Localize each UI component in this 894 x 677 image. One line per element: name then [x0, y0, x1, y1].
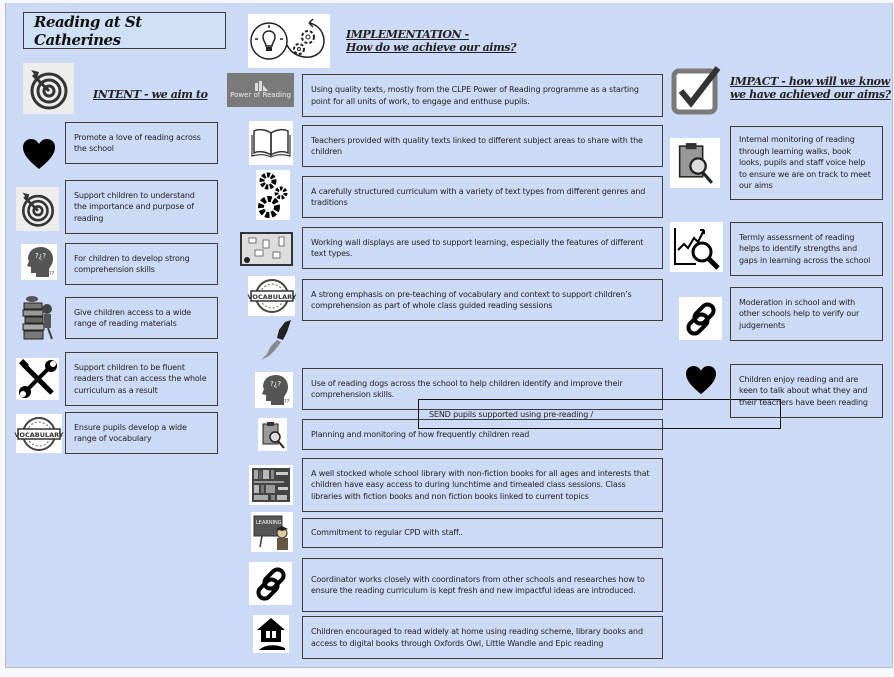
implementation-item: A well stocked whole school library with non-fiction books for all ages and interests that children have easy access to during lunchtime and timealed class sessions. Class libraries with fiction books and non fiction books linked to current topics	[302, 458, 663, 512]
impact-heading-line2: we have achieved our aims?	[730, 88, 891, 101]
power-of-reading-logo-text: Power of Reading	[230, 90, 291, 99]
link-icon	[249, 562, 292, 605]
implementation-heading	[346, 28, 516, 54]
svg-text:?¿?: ?¿?	[35, 252, 47, 260]
intent-item: Support children to be fluent readers that can access the whole curriculum as a result	[65, 352, 218, 406]
impact-item: Internal monitoring of reading through learning walks, book looks, pupils and staff voice help to ensure we are on track to meet our aims	[730, 126, 883, 200]
intent-item: Ensure pupils develop a wide range of vocabulary	[65, 412, 218, 454]
implementation-item: Use of reading dogs across the school to help children identify and improve their comprehension skills.	[302, 368, 663, 410]
implementation-item: Children encouraged to read widely at home using reading scheme, library books and access to digital books through Oxfords Owl, Little Wandle and Epic reading	[302, 616, 663, 659]
home-icon	[253, 615, 289, 653]
intent-item: Support children to understand the importance and purpose of reading	[65, 180, 218, 234]
impact-item: Termly assessment of reading helps to identify strengths and gaps in learning across the school	[730, 222, 883, 276]
books-stack-icon	[19, 293, 59, 343]
impact-item: Children enjoy reading and are keen to talk about what they and their teachers have been reading	[730, 364, 883, 418]
implementation-item: Commitment to regular CPD with staff..	[302, 518, 663, 548]
send-note-text: SEND pupils supported using pre-reading /	[429, 410, 594, 419]
svg-text:VOCABULARY: VOCABULARY	[14, 430, 64, 439]
send-note-box	[418, 399, 781, 429]
thinking-head-icon	[255, 372, 293, 408]
svg-text:?¿?: ?¿?	[270, 380, 282, 388]
implementation-item: Planning and monitoring of how frequently children read	[302, 419, 663, 450]
link-icon	[679, 297, 722, 340]
noticeboard-icon	[240, 232, 293, 266]
handshake-icon	[256, 318, 294, 362]
thinking-head-icon	[21, 244, 57, 280]
implementation-item: A strong emphasis on pre-teaching of vocabulary and context to support children’s comprehension as part of whole class guided reading sessions	[302, 279, 663, 321]
intent-item: Promote a love of reading across the school	[65, 122, 218, 164]
impact-item: Moderation in school and with other schools help to verify our judgements	[730, 287, 883, 341]
heart-icon	[20, 135, 58, 173]
idea-gears-icon	[248, 14, 330, 68]
implementation-item: A carefully structured curriculum with a variety of text types from different genres and traditions	[302, 176, 663, 218]
clipboard-magnifier-icon	[670, 138, 720, 188]
vocabulary-stamp-icon	[16, 414, 62, 453]
power-of-reading-logo	[227, 73, 294, 107]
target-icon	[16, 187, 59, 231]
svg-text:VOCABULARY: VOCABULARY	[246, 293, 297, 301]
open-book-icon	[249, 121, 293, 165]
impact-heading-line1: IMPACT - how will we know	[730, 75, 890, 88]
svg-text:LEARNING: LEARNING	[256, 520, 282, 526]
bookshelf-icon	[249, 465, 293, 505]
vocabulary-stamp-icon	[248, 276, 295, 316]
gears-icon	[256, 170, 290, 220]
implementation-item: Using quality texts, mostly from the CLPE Power of Reading programme as a starting point for all units of work, to engage and enthuse pupils.	[302, 74, 663, 117]
impact-heading	[730, 75, 891, 101]
teacher-icon	[251, 512, 293, 552]
heart-icon	[683, 364, 719, 396]
target-icon	[23, 63, 74, 114]
intent-item: Give children access to a wide range of reading materials	[65, 297, 218, 339]
page-title: Reading at St Catherines	[23, 12, 226, 49]
implementation-item: Coordinator works closely with coordinators from other schools and researches how to ensure the reading curriculum is kept fresh and new impactful ideas are introduced.	[302, 558, 663, 612]
implementation-heading-line2: How do we achieve our aims?	[346, 41, 517, 54]
clipboard-magnifier-icon	[258, 418, 287, 451]
chart-magnifier-icon	[670, 222, 723, 272]
implementation-item: Working wall displays are used to support learning, especially the features of different text types.	[302, 227, 663, 269]
implementation-heading-line1: IMPLEMENTATION -	[346, 28, 469, 41]
svg-text:??: ??	[284, 399, 290, 405]
tools-icon	[16, 358, 59, 400]
implementation-item: Teachers provided with quality texts linked to different subject areas to share with the children	[302, 125, 663, 167]
intent-item: For children to develop strong comprehension skills	[65, 243, 218, 285]
checkbox-tick-icon	[671, 65, 721, 115]
intent-heading: INTENT - we aim to	[93, 88, 208, 101]
svg-text:??: ??	[49, 271, 55, 277]
